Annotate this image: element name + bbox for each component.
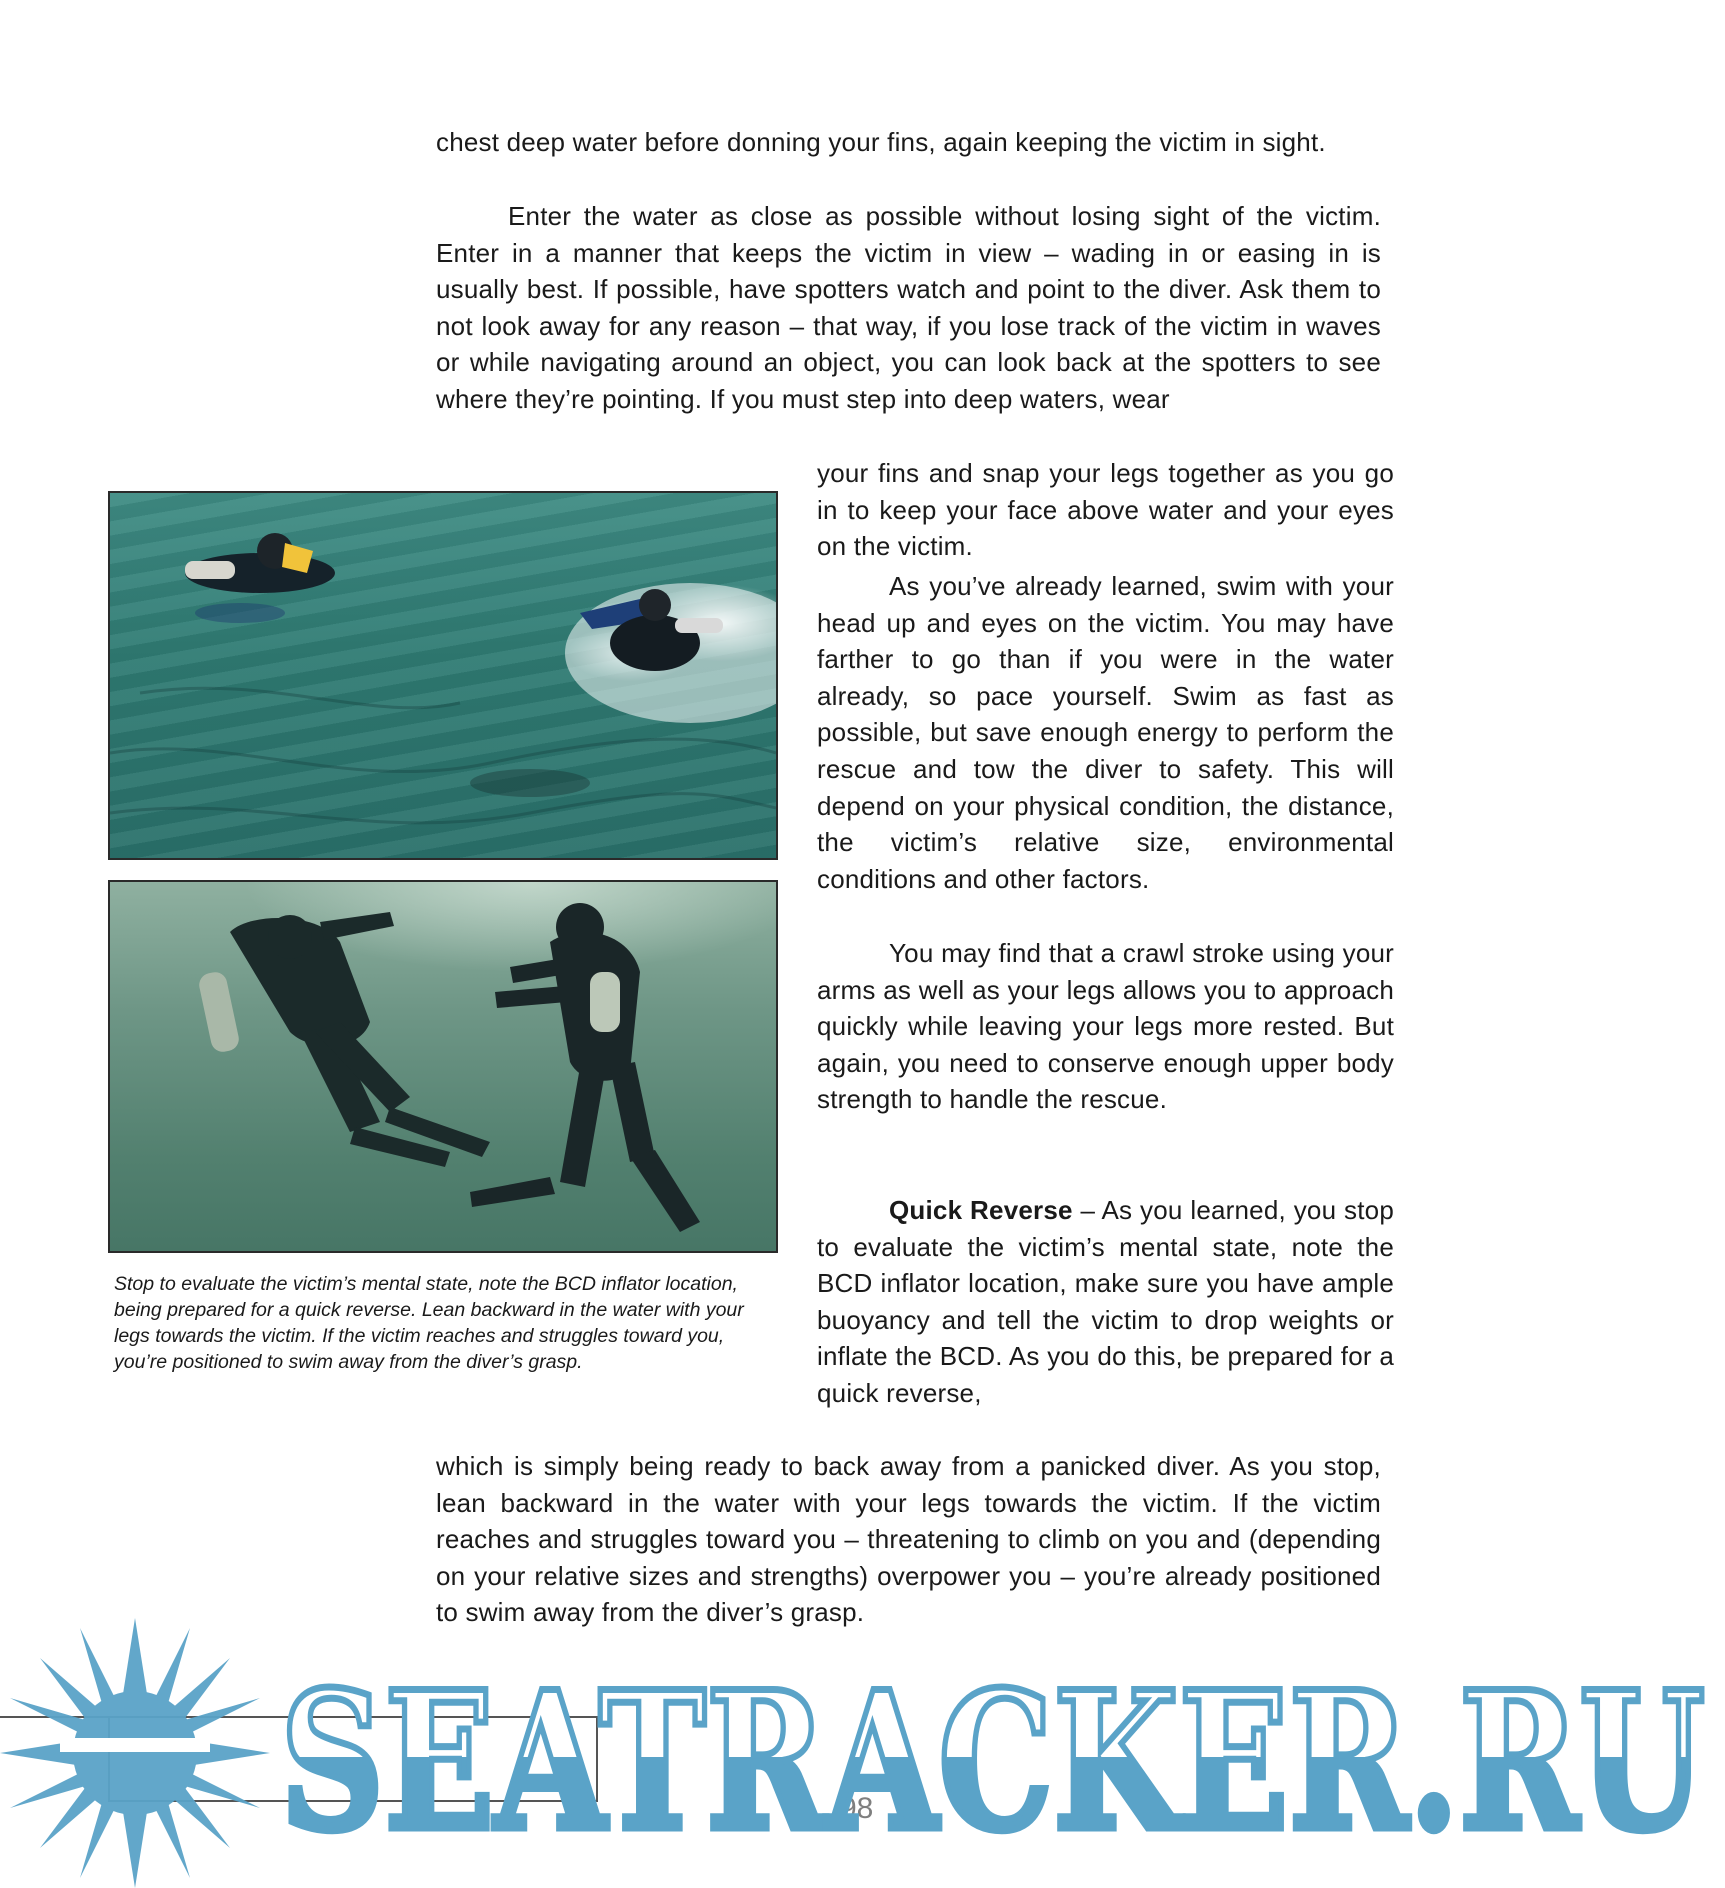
body-paragraph-2: Enter the water as close as possible without losing sight of the victim. Enter in a manner that keeps the victim in view – wading in or easing in is usually best. If possible, have spotters watch and point to the diver. Ask them to not look away for any reason – that way, if you lose track of the victim in waves or while navigating around an object, you can look back at the spotters to see where they’re pointing. If you must step into deep waters, wear (436, 201, 1381, 414)
underwater-divers-illustration (110, 882, 776, 1251)
body-paragraph-5: You may find that a crawl stroke using your arms as well as your legs allows you to approach quickly while leaving your legs more rested. But again, you need to conserve enough upper body strength to handle the rescue. (817, 938, 1394, 1115)
rescuer-tank (590, 972, 620, 1032)
watermark-label: SEATRACKER.RU (280, 1678, 1705, 1848)
body-paragraph-6-text: – As you learned, you stop to evaluate the victim’s mental state, note the BCD inflator location, make sure you have ample buoyancy and tell the victim to drop weights or inflate the BCD. As you do this, be prepared for a quick reverse, (817, 1195, 1394, 1408)
body-paragraph-4: As you’ve already learned, swim with your head up and eyes on the victim. You may have farther to go than if you were in the water already, so pace yourself. Swim as fast as possible, but save enough energy to perform the rescue and tow the diver to safety. This will depend on your physical condition, the distance, the victim’s relative size, environmental conditions and other factors. (817, 571, 1394, 894)
body-paragraph-7: which is simply being ready to back away from a panicked diver. As you stop, lean backward in the water with your legs towards the victim. If the victim reaches and struggles toward you – threatening to climb on you and (depending on your relative sizes and strengths) overpower you – you’re already positioned to swim away from the diver’s grasp. (436, 1451, 1381, 1628)
underwater-rescue-photo (108, 880, 778, 1253)
quick-reverse-heading: Quick Reverse (889, 1195, 1073, 1225)
body-paragraph-6 (817, 1192, 1394, 1412)
body-paragraph-1: chest deep water before donning your fins, again keeping the victim in sight. (436, 127, 1326, 157)
watermark-sun-logo (0, 1618, 270, 1888)
watermark-text (280, 1678, 1720, 1848)
rescuer-diver-underwater (470, 903, 700, 1232)
surface-rescue-photo (108, 491, 778, 860)
victim-tank (197, 970, 241, 1054)
photo-caption: Stop to evaluate the victim’s mental state, note the BCD inflator location, being prepared for a quick reverse. Lean backward in the water with your legs towards the victim. If the victim reaches and struggles toward you, you’re positioned to swim away from the diver’s grasp. (114, 1273, 744, 1373)
victim-diver-underwater (230, 912, 490, 1167)
page-number: 98 (840, 1792, 874, 1825)
body-paragraph-3: your fins and snap your legs together as you go in to keep your face above water and your eyes on the victim. (817, 458, 1394, 562)
victim-diver (185, 533, 335, 623)
rescuer-diver (565, 583, 776, 723)
surface-divers-illustration (110, 493, 776, 858)
